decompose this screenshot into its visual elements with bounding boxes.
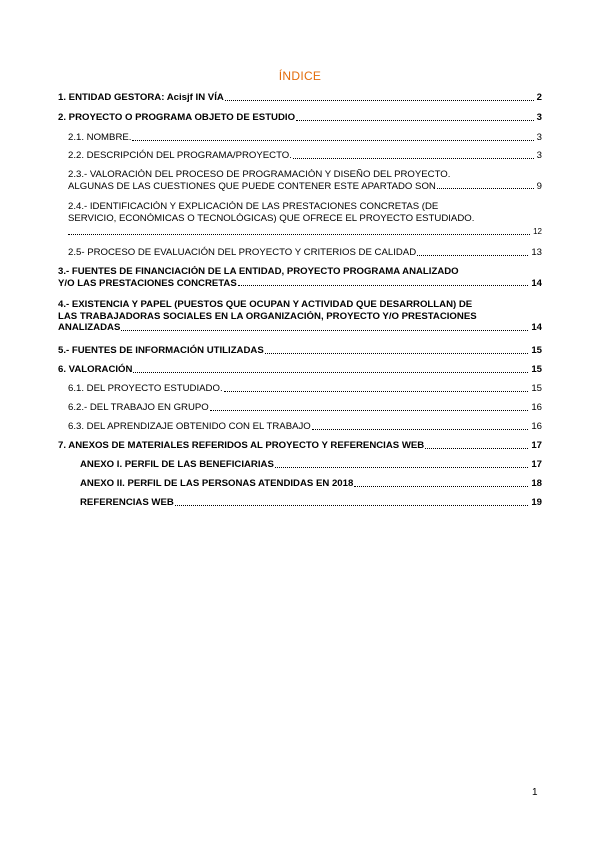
dot-leader — [437, 188, 534, 189]
toc-entry-referencias-web[interactable] — [80, 497, 542, 509]
toc-page-number: 15 — [531, 383, 542, 394]
toc-entry-title: ANEXO I. PERFIL DE LAS BENEFICIARIAS — [80, 459, 274, 470]
toc-entry-title: 3.- FUENTES DE FINANCIACIÓN DE LA ENTIDAD, PROYECTO PROGRAMA ANALIZADO — [58, 266, 459, 277]
toc-entry-title: 6.3. DEL APRENDIZAJE OBTENIDO CON EL TRABAJO — [68, 421, 311, 432]
toc-page-number: 19 — [531, 497, 542, 508]
toc-entry-title: 2. PROYECTO O PROGRAMA OBJETO DE ESTUDIO — [58, 112, 296, 123]
dot-leader — [275, 467, 528, 468]
toc-page-number: 17 — [531, 459, 542, 470]
toc-entry-title: 6. VALORACIÓN — [58, 364, 133, 375]
toc-entry-7[interactable] — [58, 440, 542, 452]
toc-entry-title: 7. ANEXOS DE MATERIALES REFERIDOS AL PROYECTO Y REFERENCIAS WEB — [58, 440, 425, 451]
dot-leader — [68, 234, 530, 235]
dot-leader — [425, 448, 528, 449]
dot-leader — [132, 140, 533, 141]
toc-entry-2-2[interactable] — [68, 150, 542, 162]
toc-entry-title: 2.5- PROCESO DE EVALUACIÓN DEL PROYECTO Y CRITERIOS DE CALIDAD — [68, 247, 417, 258]
toc-entry-title-cont: ALGUNAS DE LAS CUESTIONES QUE PUEDE CONTENER ESTE APARTADO SON — [68, 180, 436, 192]
toc-page-number: 16 — [531, 402, 542, 413]
toc-entry-2[interactable] — [58, 112, 542, 124]
toc-entry-title-cont: LAS TRABAJADORAS SOCIALES EN LA ORGANIZACIÓN, PROYECTO Y/O PRESTACIONES — [58, 310, 477, 322]
toc-entry-title: 2.2. DESCRIPCIÓN DEL PROGRAMA/PROYECTO. — [68, 150, 292, 161]
toc-entry-title-cont: SERVICIO, ECONÓMICAS O TECNOLÓGICAS) QUE OFRECE EL PROYECTO ESTUDIADO. — [68, 212, 475, 224]
toc-entry-6-2[interactable] — [68, 402, 542, 414]
toc-entry-anexo-1[interactable] — [80, 459, 542, 471]
toc-page-number: 15 — [531, 364, 542, 375]
toc-page-number: 17 — [531, 440, 542, 451]
toc-entry-title: 6.1. DEL PROYECTO ESTUDIADO. — [68, 383, 223, 394]
toc-entry-2-4[interactable] — [68, 201, 542, 238]
dot-leader — [417, 255, 528, 256]
toc-entry-title: 2.4.- IDENTIFICACIÓN Y EXPLICACIÓN DE LAS PRESTACIONES CONCRETAS (DE — [68, 201, 439, 212]
dot-leader — [265, 353, 529, 354]
toc-page-number: 3 — [536, 150, 542, 161]
toc-entry-6[interactable] — [58, 364, 542, 376]
toc-entry-1[interactable] — [58, 92, 542, 104]
toc-entry-title: 2.3.- VALORACIÓN DEL PROCESO DE PROGRAMACIÓN Y DISEÑO DEL PROYECTO. — [68, 169, 451, 180]
toc-entry-2-5[interactable] — [68, 247, 542, 259]
dot-leader — [354, 486, 528, 487]
toc-entry-title: REFERENCIAS WEB — [80, 497, 174, 508]
dot-leader — [225, 100, 534, 101]
toc-entry-title: 4.- EXISTENCIA Y PAPEL (PUESTOS QUE OCUPAN Y ACTIVIDAD QUE DESARROLLAN) DE — [58, 299, 473, 310]
dot-leader — [238, 285, 529, 286]
toc-page-number: 18 — [531, 478, 542, 489]
toc-entry-2-1[interactable] — [68, 132, 542, 144]
toc-page-number: 12 — [533, 227, 542, 236]
dot-leader — [175, 505, 529, 506]
toc-page-number: 3 — [536, 132, 542, 143]
toc-entry-title: 5.- FUENTES DE INFORMACIÓN UTILIZADAS — [58, 345, 264, 356]
toc-page-number: 9 — [536, 180, 542, 192]
page-number: 1 — [532, 787, 538, 798]
toc-entry-3[interactable] — [58, 266, 542, 289]
dot-leader — [133, 372, 528, 373]
toc-entry-title: 1. ENTIDAD GESTORA: Acisjf IN VÍA — [58, 92, 224, 103]
toc-page-number: 2 — [536, 92, 542, 103]
page-title: ÍNDICE — [278, 69, 322, 83]
toc-page-number: 13 — [531, 247, 542, 258]
toc-entry-2-3[interactable] — [68, 169, 542, 192]
dot-leader — [224, 391, 529, 392]
toc-entry-anexo-2[interactable] — [80, 478, 542, 490]
dot-leader — [293, 158, 534, 159]
dot-leader — [312, 429, 529, 430]
toc-entry-title: 2.1. NOMBRE. — [68, 132, 132, 143]
toc-page-number: 14 — [531, 277, 542, 289]
toc-page-number: 14 — [531, 322, 542, 333]
toc-entry-6-1[interactable] — [68, 383, 542, 395]
toc-entry-5[interactable] — [58, 345, 542, 357]
toc-entry-title-cont: Y/O LAS PRESTACIONES CONCRETAS — [58, 277, 237, 289]
dot-leader — [210, 410, 529, 411]
dot-leader — [121, 330, 528, 331]
toc-page-number: 16 — [531, 421, 542, 432]
toc-entry-4[interactable] — [58, 299, 542, 334]
toc-entry-title: ANEXO II. PERFIL DE LAS PERSONAS ATENDIDAS EN 2018 — [80, 478, 354, 489]
toc-entry-title: 6.2.- DEL TRABAJO EN GRUPO — [68, 402, 209, 413]
toc-entry-title-cont: ANALIZADAS — [58, 322, 121, 333]
toc-page-number: 3 — [536, 112, 542, 123]
toc-page-number: 15 — [531, 345, 542, 356]
dot-leader — [296, 120, 534, 121]
toc-entry-6-3[interactable] — [68, 421, 542, 433]
